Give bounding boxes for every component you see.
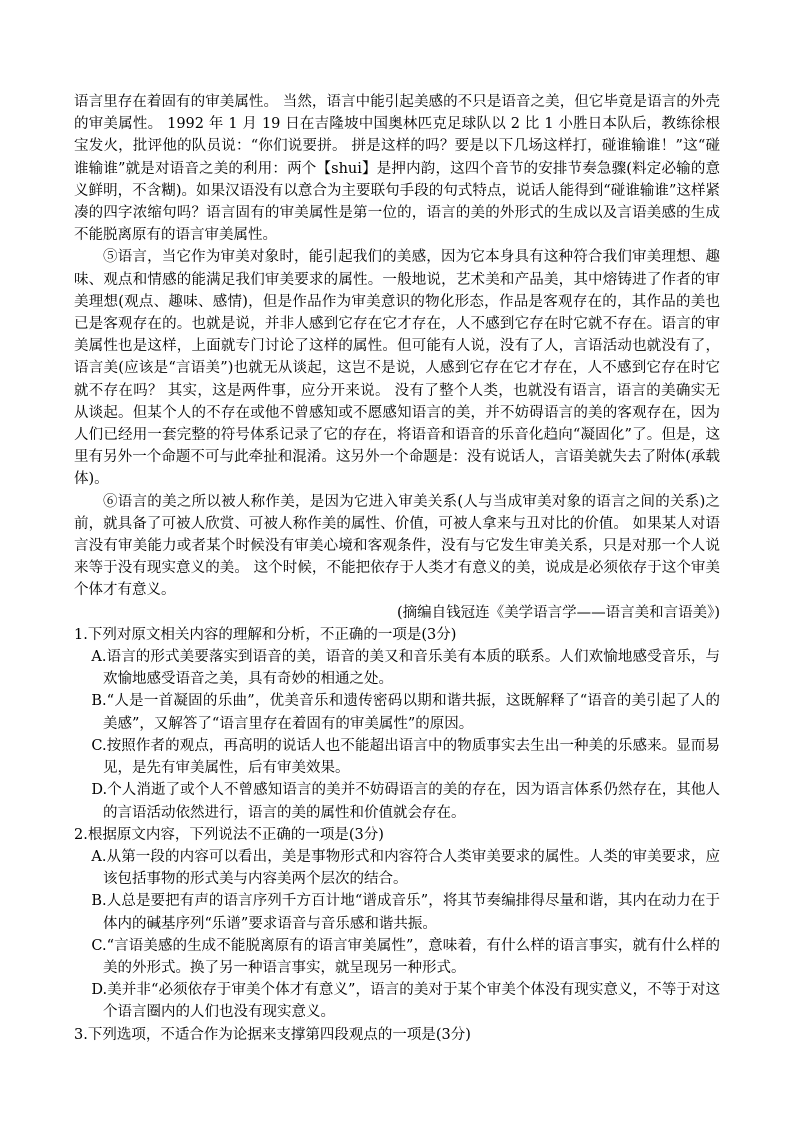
reading-passage bbox=[74, 91, 720, 1046]
question-3 bbox=[74, 1024, 720, 1046]
source-citation: (摘编自钱冠连《美学语言学——语言美和言语美》) bbox=[396, 604, 720, 621]
option-c: C.“言语美感的生成不能脱离原有的语言审美属性”，意味着，有什么样的语言事实，就有什么样的美的外形式。换了另一种语言事实，就呈现另一种形式。 bbox=[91, 937, 720, 976]
option-d: D.个人消逝了或个人不曾感知语言的美并不妨碍语言的美的存在，因为语言体系仍然存在，其他人的言语活动依然进行，语言的美的属性和价值就会存在。 bbox=[91, 782, 720, 821]
question-1 bbox=[74, 624, 720, 824]
option-b: B.人总是要把有声的语言序列千方百计地“谱成音乐”，将其节奏编排得尽量和谐，其内在动力在于体内的碱基序列“乐谱”要求语音与音乐感和谐共振。 bbox=[91, 893, 720, 932]
paragraph-5: ⑤语言，当它作为审美对象时，能引起我们的美感，因为它本身具有这种符合我们审美理想、趣味、观点和情感的能满足我们审美要求的属性。一般地说，艺术美和产品美，其中熔铸进了作者的审美理想(观点、趣味、感情)，但是作品作为审美意识的物化形态，作品是客观存在的，其作品的美也已是客观存在的。也就是说，并非人感到它存在它才存在，人不感到它存在时它就不存在。语言的审美属性也是这样，上面就专门讨论了这样的属性。但可能有人说，没有了人，言语活动也就没有了，语言美(应该是“言语美”)也就无从谈起，这岂不是说，人感到它存在它才存在，人不感到它存在时它就不存在吗？ 其实，这是两件事，应分开来说。 没有了整个人类，也就没有语言，语言的美确实无从谈起。但某个人的不存在或他不曾感知或不愿感知语言的美，并不妨碍语言的美的客观存在，因为人们已经用一套完整的符号体系记录了它的存在，将语音和语音的乐音化趋向“凝固化”了。但是，这里有另外一个命题不可与此牵扯和混淆。这另外一个命题是：没有说话人，言语美就失去了附体(承载体)。 bbox=[74, 249, 720, 488]
option-c: C.按照作者的观点，再高明的说话人也不能超出语言中的物质事实去生出一种美的乐感来。显而易见，是先有审美属性，后有审美效果。 bbox=[91, 737, 720, 777]
option-b: B.“人是一首凝固的乐曲”，优美音乐和遗传密码以期和谐共振，这既解释了“语音的美引起了人的美感”，又解答了“语言里存在着固有的审美属性”的原因。 bbox=[91, 693, 720, 732]
option-a: A.语言的形式美要落实到语音的美，语音的美又和音乐美有本质的联系。人们欢愉地感受音乐，与欢愉地感受语音之美，具有奇妙的相通之处。 bbox=[91, 649, 720, 688]
question-stem: 1.下列对原文相关内容的理解和分析，不正确的一项是(3分) bbox=[74, 626, 457, 643]
paragraph-intro: 语言里存在着固有的审美属性。 当然，语言中能引起美感的不只是语音之美，但它毕竟是语言的外壳的审美属性。 1992 年 1 月 19 日在吉隆坡中国奥林匹克足球队以 2 比 1 小胜日本队后，教练徐根宝发火，批评他的队员说：“你们说要拼。 拼是这样的吗？要是以下几场这样打，碰谁输谁！”这“碰谁输谁”就是对语音之美的利用：两个【shui】是押内韵，这四个音节的安排节奏急骤(料定必输的意义鲜明，不含糊)。如果汉语没有以意合为主要联句手段的句式特点，说话人能得到“碰谁输谁”这样紧凑的四字浓缩句吗？语言固有的审美属性是第一位的，语言的美的外形式的生成以及言语美感的生成不能脱离原有的语言审美属性。 bbox=[74, 94, 721, 244]
question-2 bbox=[74, 824, 720, 1024]
question-stem: 2.根据原文内容，下列说法不正确的一项是(3分) bbox=[74, 826, 384, 843]
option-a: A.从第一段的内容可以看出，美是事物形式和内容符合人类审美要求的属性。人类的审美要求，应该包括事物的形式美与内容美两个层次的结合。 bbox=[91, 848, 720, 888]
option-d: D.美并非“必须依存于审美个体才有意义”，语言的美对于某个审美个体没有现实意义，不等于对这个语言圈内的人们也没有现实意义。 bbox=[91, 982, 720, 1021]
paragraph-6: ⑥语言的美之所以被人称作美，是因为它进入审美关系(人与当成审美对象的语言之间的关系)之前，就具备了可被人欣赏、可被人称作美的属性、价值，可被人拿来与丑对比的价值。 如果某人对语言没有审美能力或者某个时候没有审美心境和客观条件，没有与它发生审美关系，只是对那一个人说来等于没有现实意义的美。 这个时候，不能把依存于人类才有意义的美，说成是必须依存于这个审美个体才有意义。 bbox=[74, 493, 720, 599]
question-stem: 3.下列选项，不适合作为论据来支撑第四段观点的一项是(3分) bbox=[74, 1026, 471, 1043]
